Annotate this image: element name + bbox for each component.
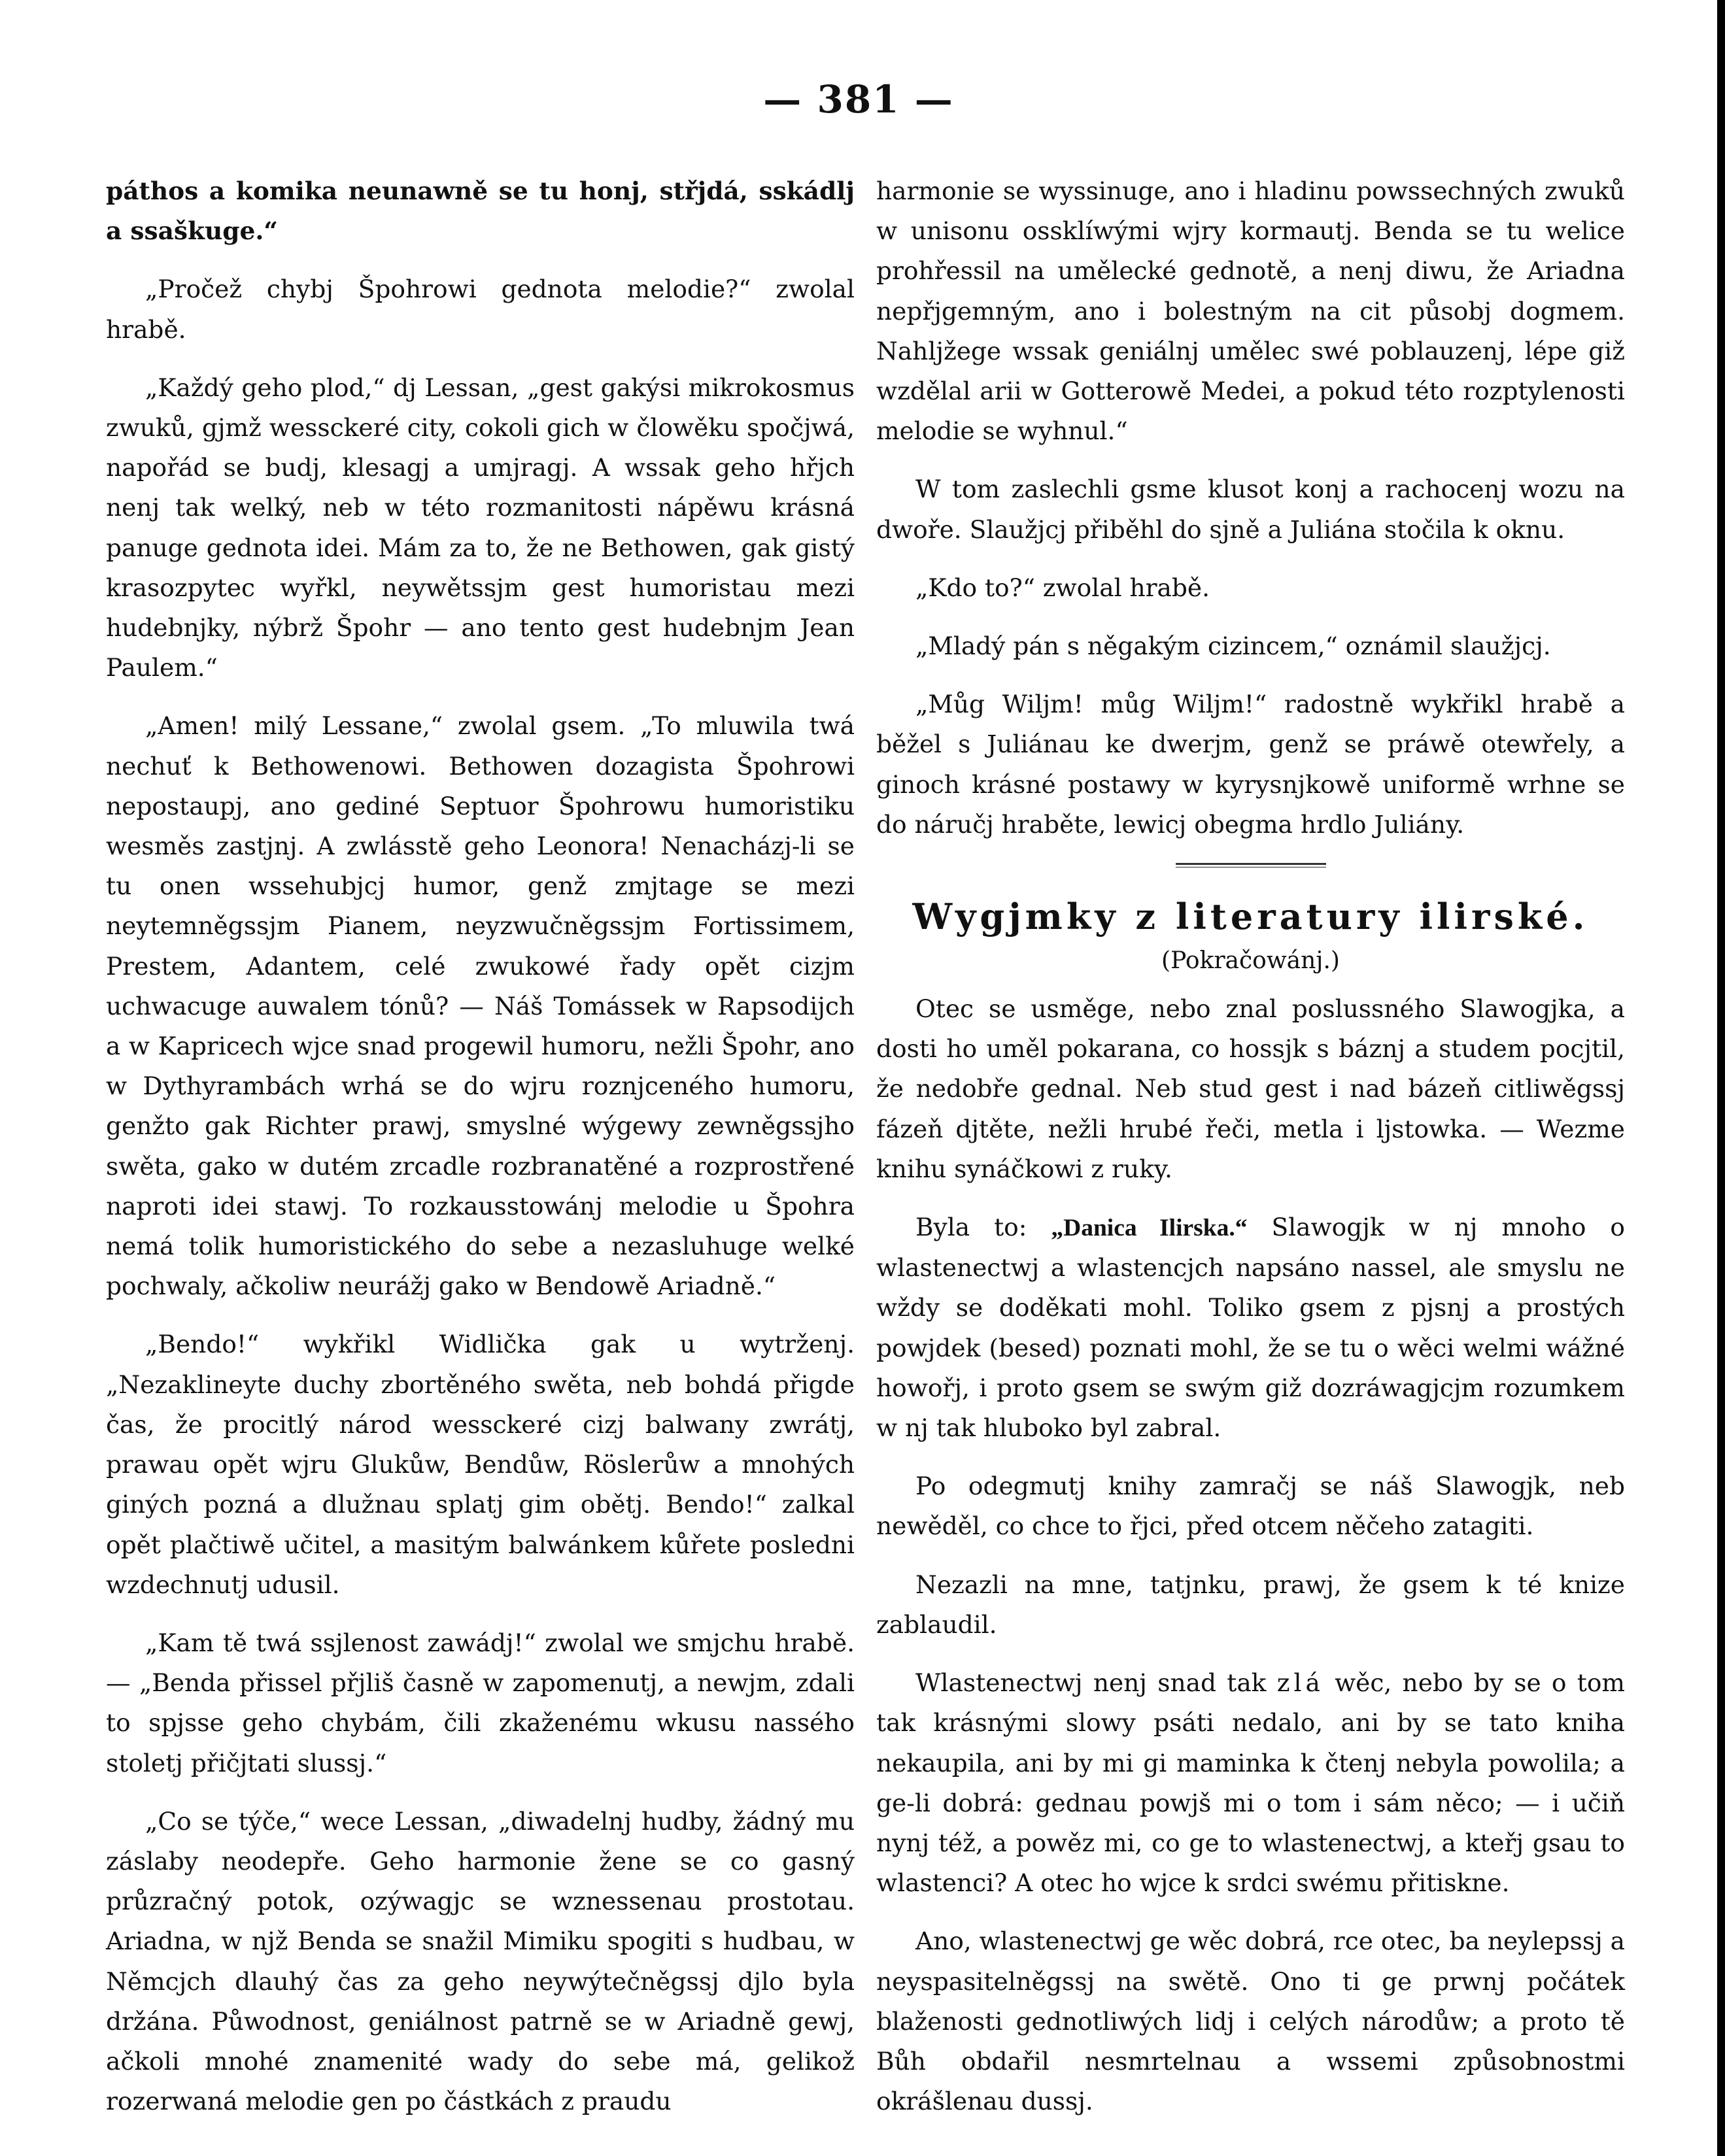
paragraph-text: Wlastenectwj nenj snad tak — [915, 1668, 1277, 1698]
paragraph: páthos a komika neunawně se tu honj, střjdá, sskádlj a ssaškuge.“ — [106, 177, 855, 246]
paragraph: „Pročež chybj Špohrowi gednota melodie?“ zwolal hrabě. — [106, 275, 855, 344]
section-subtitle: (Pokračowánj.) — [1161, 947, 1340, 975]
paragraph-text: wěc, nebo by se o tom tak krásnými slowy psáti nedalo, ani by se tato kniha nekaupila, ani by mi gi maminka k čtenj nebyla powolila; a ge-li dobrá: gednau powjš mi o tom i sám něco; — i učiň nynj též, a powěz mi, co ge to wlastenectwj, a kteřj gsau to wlastenci? A otec ho wjce k srdci swému přitiskne. — [876, 1668, 1625, 1898]
paragraph: Ano, wlastenectwj ge wěc dobrá, rce otec, ba neylepssj a neyspasitelněgssj na swětě. Ono ti ge prwnj počátek blaženosti gednotliwých lidj i celých národůw; a proto tě Bůh obdařil nesmrtelnau a wssemi způsobnostmi okrášlenau dussj. — [876, 1927, 1625, 2116]
left-column — [106, 171, 855, 2140]
paragraph: Po odegmutj knihy zamračj se náš Slawogjk, neb newěděl, co chce to řjci, před otcem něčeho zatagiti. — [876, 1472, 1625, 1541]
paragraph: harmonie se wyssinuge, ano i hladinu powssechných zwuků w unisonu ossklíwými wjry kormautj. Benda se tu welice prohřessil na umělecké gednotě, a nenj diwu, že Ariadna nepřjgemným, ano i bolestným na cit působj dogmem. Nahljžege wssak geniálnj umělec swé poblauzenj, lépe giž wzdělal arii w Gotterowě Medei, a pokud této rozptylenosti melodie se wyhnul.“ — [876, 177, 1625, 446]
page-number: — 381 — — [763, 77, 954, 122]
paragraph-text: Slawogjk w nj mnoho o wlastenectwj a wlastencjch napsáno nassel, ale smyslu ne wždy se doděkati mohl. Toliko gsem z pjsnj a prostých powjdek (besed) poznati mohl, že se tu o wěci welmi wážné howořj, i proto gsem se swým giž dozráwagjcjm rozumkem w nj tak hluboko byl zabral. — [876, 1213, 1625, 1443]
section-divider — [1176, 863, 1326, 867]
paragraph: „Co se týče,“ wece Lessan, „diwadelnj hudby, žádný mu záslaby neodepře. Geho harmonie žene se co gasný průzračný potok, ozýwagjc se wznessenau prostotau. Ariadna, w njž Benda se snažil Mimiku spogiti s hudbau, w Němcjch dlauhý čas za geho neywýtečněgssj djlo byla držána. Půwodnost, geniálnost patrně se w Ariadně gewj, ačkoli mnohé znamenité wady do sebe má, gelikož rozerwaná melodie gen po částkách z praudu — [106, 1806, 855, 2116]
paragraph: „Můg Wiljm! můg Wiljm!“ radostně wykřikl hrabě a běžel s Juliánau ke dwerjm, genž se práwě otewřely, a ginoch krásné postawy w kyrysnjkowě uniformě wrhne se do náručj hraběte, lewicj obegma hrdlo Juliány. — [876, 690, 1625, 839]
paragraph: „Kdo to?“ zwolal hrabě. — [915, 573, 1210, 602]
paragraph: „Bendo!“ wykřikl Widlička gak u wytrženj. „Nezaklinеyte duchy zbortěného swěta, neb bohdá přigde čas, že procitlý národ wessckeré cizj balwany zwrátj, prawau opět wjru Glukůw, Bendůw, Röslerůw a mnohých giných pozná a dlužnau splatj gim obětj. Bendo!“ zalkal opět plačtiwě učitel, a masitým balwánkem kůřete posledni wzdechnutj udusil. — [106, 1330, 855, 1599]
paragraph: „Každý geho plod,“ dj Lessan, „gest gakýsi mikrokosmus zwuků, gjmž wessckeré city, cokoli gich w člowěku spočjwá, napořád se budj, klesagj a umjragj. A wssak geho hřjch nenj tak welký, neb w této rozmanitosti nápěwu krásná panuge gednota idei. Mám za to, že ne Bethowen, gak gistý krasozpytec wyřkl, neywětssjm gest humoristau mezi hudebnjky, nýbrž Špohr — ano tento gest hudebnjm Jean Paulem.“ — [106, 373, 855, 682]
paragraph: „Amen! milý Lessane,“ zwolal gsem. „To mluwila twá nechuť k Bethowenowi. Bethowen dozagista Špohrowi nepostaupj, ano gediné Septuor Špohrowu humoristiku wesměs zastjnj. A zwlásstě geho Leonora! Nenacházj-li se tu onen wssehubjcj humor, genž zmjtage se mezi neytemněgssjm Pianem, neyzwučněgssjm Fortissimem, Prestem, Adantem, celé zwukowé řady opět cizjm uchwacuge auwalem tónů? — Náš Tomássek w Rapsodijch a w Kapricech wjce snad progewil humoru, nežli Špohr, ano w Dythyrambách wrhá se do wjru roznjceného humoru, genžto gak Richter prawj, smyslné wýgewy zewněgssjho swěta, gako w dutém zrcadle rozbranatěné a rozprostřené naproti idei stawj. To rozkausstowánj melodie u Špohra nemá tolik humoristického do sebe a nezasluhuge welké pochwaly, ačkoliw neurážj gako w Bendowě Ariadně.“ — [106, 711, 855, 1301]
paragraph — [876, 1207, 1625, 1448]
paragraph: „Kam tě twá ssjlenost zawádj!“ zwolal we smjchu hrabě. — „Benda přissel přjliš časně w zapomenutj, a newjm, zdali to spjsse geho chybám, čili zkaženému wkusu nassého stoletj přičjtati slussj.“ — [106, 1628, 855, 1777]
section-title: Wygjmky z literatury ilirské. — [912, 896, 1589, 938]
journal-title: „Danica Ilirska.“ — [1051, 1215, 1248, 1242]
paragraph-text: Byla to: — [915, 1213, 1051, 1242]
paragraph — [876, 1663, 1625, 1903]
paragraph: Nezazli na mne, tatjnku, prawj, že gsem k té knize zablaudil. — [876, 1570, 1625, 1639]
paragraph: Otec se usměge, nebo znal poslussného Slawogjka, a dosti ho uměl pokarana, co hossjk s báznj a studem pocjtil, že nedobře gednal. Neb stud gest i nad bázeň citliwěgssj fázeň djtěte, nežli hrubé řeči, metla i ljstowka. — Wezme knihu synáčkowi z ruky. — [876, 994, 1625, 1183]
emphasis-text: zlá — [1276, 1668, 1324, 1698]
right-column — [876, 171, 1625, 2140]
paragraph: W tom zaslechli gsme klusot konj a rachocenj wozu na dwoře. Slaužjcj přiběhl do sjně a Juliána stočila k oknu. — [876, 475, 1625, 544]
paragraph: „Mladý pán s něgakým cizincem,“ oznámil slaužjcj. — [915, 632, 1551, 661]
